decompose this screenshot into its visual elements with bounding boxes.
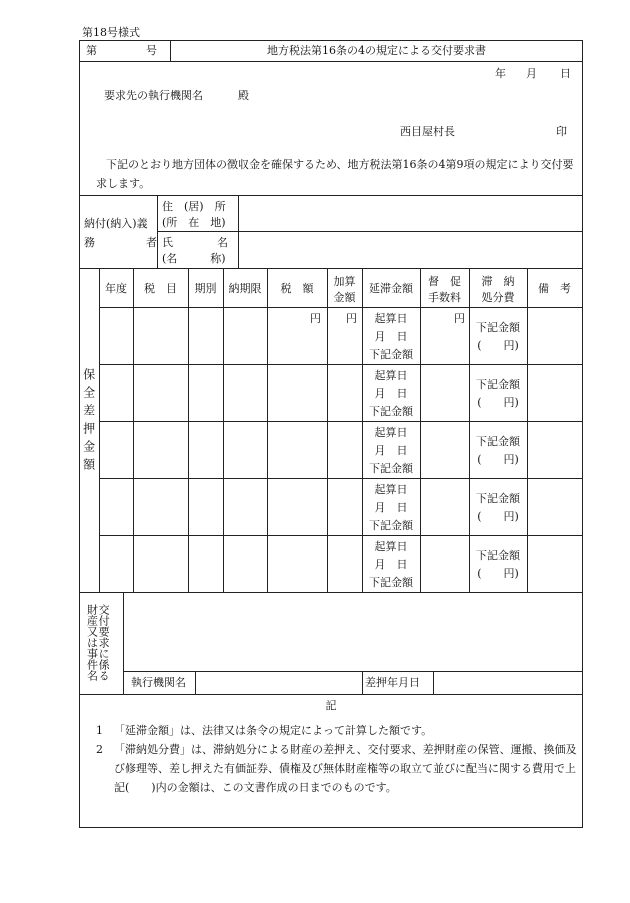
amount-table-bottom — [79, 592, 583, 593]
delinq-monthday: 月 日 — [374, 444, 408, 457]
disposal-yen: ( 円) — [477, 510, 519, 523]
col-year: 年度 — [105, 282, 127, 295]
delinq-below: 下記金額 — [369, 405, 413, 418]
recipient-honorific: 殿 — [238, 89, 249, 102]
delinq-below: 下記金額 — [369, 519, 413, 532]
amount-col-line — [223, 268, 224, 592]
col-remarks: 備 考 — [538, 282, 571, 295]
surcharge-yen: 円 — [346, 312, 357, 325]
amount-col-line — [133, 268, 134, 592]
col-period: 期別 — [194, 282, 217, 295]
number-label-right: 号 — [146, 44, 157, 57]
col-surcharge-2: 金額 — [333, 291, 356, 304]
delinq-monthday: 月 日 — [374, 501, 408, 514]
col-surcharge-1: 加算 — [333, 275, 356, 288]
col-fee-2: 手数料 — [428, 291, 461, 304]
payer-bottom-line — [79, 268, 583, 269]
form-title: 地方税法第16条の4の規定による交付要求書 — [267, 44, 486, 57]
seizure-amount-side-label: 保全差押金額 — [81, 368, 96, 476]
date-divider-1 — [362, 671, 363, 694]
agency-divider — [195, 671, 196, 694]
payer-mid-line — [157, 231, 583, 232]
col-disposal-2: 処分費 — [481, 291, 515, 304]
issuer-name: 西目屋村長 — [400, 125, 455, 138]
amount-row-1-bottom — [99, 364, 583, 365]
fee-yen: 円 — [454, 312, 465, 325]
header-bottom-line — [79, 61, 583, 62]
payer-label-line2a: 務 — [84, 236, 95, 249]
name-label-2: (名 称) — [162, 252, 226, 265]
form-number: 第18号様式 — [82, 26, 140, 39]
amount-header-bottom — [99, 307, 583, 308]
amount-col-line — [327, 268, 328, 592]
amount-row-3-bottom — [99, 478, 583, 479]
number-label-left: 第 — [86, 44, 97, 57]
address-label-1: 住 (居) 所 — [162, 200, 226, 213]
amount-col-line — [527, 268, 528, 592]
disposal-yen: ( 円) — [477, 567, 519, 580]
property-bottom-line — [79, 694, 583, 695]
amount-col-line — [469, 268, 470, 592]
delinq-below: 下記金額 — [369, 462, 413, 475]
disposal-yen: ( 円) — [477, 339, 519, 352]
tax-amount-yen: 円 — [310, 312, 321, 325]
seizure-date-label: 差押年月日 — [365, 676, 420, 689]
note-2-text: 「滞納処分費」は、滞納処分による財産の差押え、交付要求、差押財産の保管、運搬、換価及び修理等、差し押えた有価証券、債権及び無体財産権等の取立て並びに配当に関する費用で上記( )内の金額は、この文書作成の日までのものです。 — [114, 743, 577, 794]
delinq-below: 下記金額 — [369, 576, 413, 589]
delinq-start: 起算日 — [374, 426, 408, 439]
payer-divider-1 — [157, 195, 158, 268]
frame-top — [79, 40, 583, 41]
property-divider — [123, 592, 124, 694]
delinq-start: 起算日 — [374, 483, 408, 496]
col-tax-amount: 税 額 — [280, 282, 314, 295]
disposal-below: 下記金額 — [476, 435, 520, 448]
date-year: 年 — [495, 67, 506, 80]
disposal-yen: ( 円) — [477, 396, 519, 409]
note-1-number: 1 — [96, 724, 103, 737]
amount-col-line — [420, 268, 421, 592]
delinq-start: 起算日 — [374, 540, 408, 553]
disposal-below: 下記金額 — [476, 378, 520, 391]
disposal-below: 下記金額 — [476, 321, 520, 334]
payer-label-line2b: 者 — [146, 236, 157, 249]
property-mid-line — [123, 671, 583, 672]
delinq-monthday: 月 日 — [374, 330, 408, 343]
property-side-label: 交付要求に係る財産又は事件名 — [85, 604, 111, 681]
col-due-date: 納期限 — [228, 282, 262, 295]
notes-heading: 記 — [325, 699, 337, 712]
disposal-below: 下記金額 — [476, 549, 520, 562]
payer-label-line1: 納付(納入)義 — [84, 217, 148, 230]
note-1-text: 「延滞金額」は、法律又は条令の規定によって計算した額です。 — [114, 724, 433, 737]
amount-col-line — [99, 268, 100, 592]
disposal-yen: ( 円) — [477, 453, 519, 466]
disposal-below: 下記金額 — [476, 492, 520, 505]
amount-col-line — [188, 268, 189, 592]
col-disposal-1: 滞 納 — [481, 275, 515, 288]
date-day: 日 — [560, 67, 571, 80]
col-tax-item: 税 目 — [144, 282, 177, 295]
payer-top-line — [79, 195, 583, 196]
amount-col-line — [267, 268, 268, 592]
amount-row-4-bottom — [99, 535, 583, 536]
recipient-label: 要求先の執行機関名 — [104, 89, 203, 102]
frame-bottom — [79, 827, 583, 828]
request-body-text: 下記のとおり地方団体の徴収金を確保するため、地方税法第16条の4第9項の規定により交付要求します。 — [96, 158, 574, 190]
date-divider-2 — [433, 671, 434, 694]
issuer-seal: 印 — [556, 125, 567, 138]
delinq-start: 起算日 — [374, 312, 408, 325]
delinq-monthday: 月 日 — [374, 387, 408, 400]
col-delinquency: 延滞金額 — [369, 282, 413, 295]
delinq-below: 下記金額 — [369, 348, 413, 361]
payer-divider-2 — [238, 195, 239, 268]
note-2-number: 2 — [96, 743, 103, 756]
delinq-start: 起算日 — [374, 369, 408, 382]
amount-row-2-bottom — [99, 421, 583, 422]
agency-label: 執行機関名 — [131, 676, 186, 689]
delinq-monthday: 月 日 — [374, 558, 408, 571]
col-fee-1: 督 促 — [428, 275, 461, 288]
address-label-2: (所 在 地) — [162, 216, 226, 229]
date-month: 月 — [526, 67, 537, 80]
name-label-1: 氏 名 — [162, 236, 228, 249]
